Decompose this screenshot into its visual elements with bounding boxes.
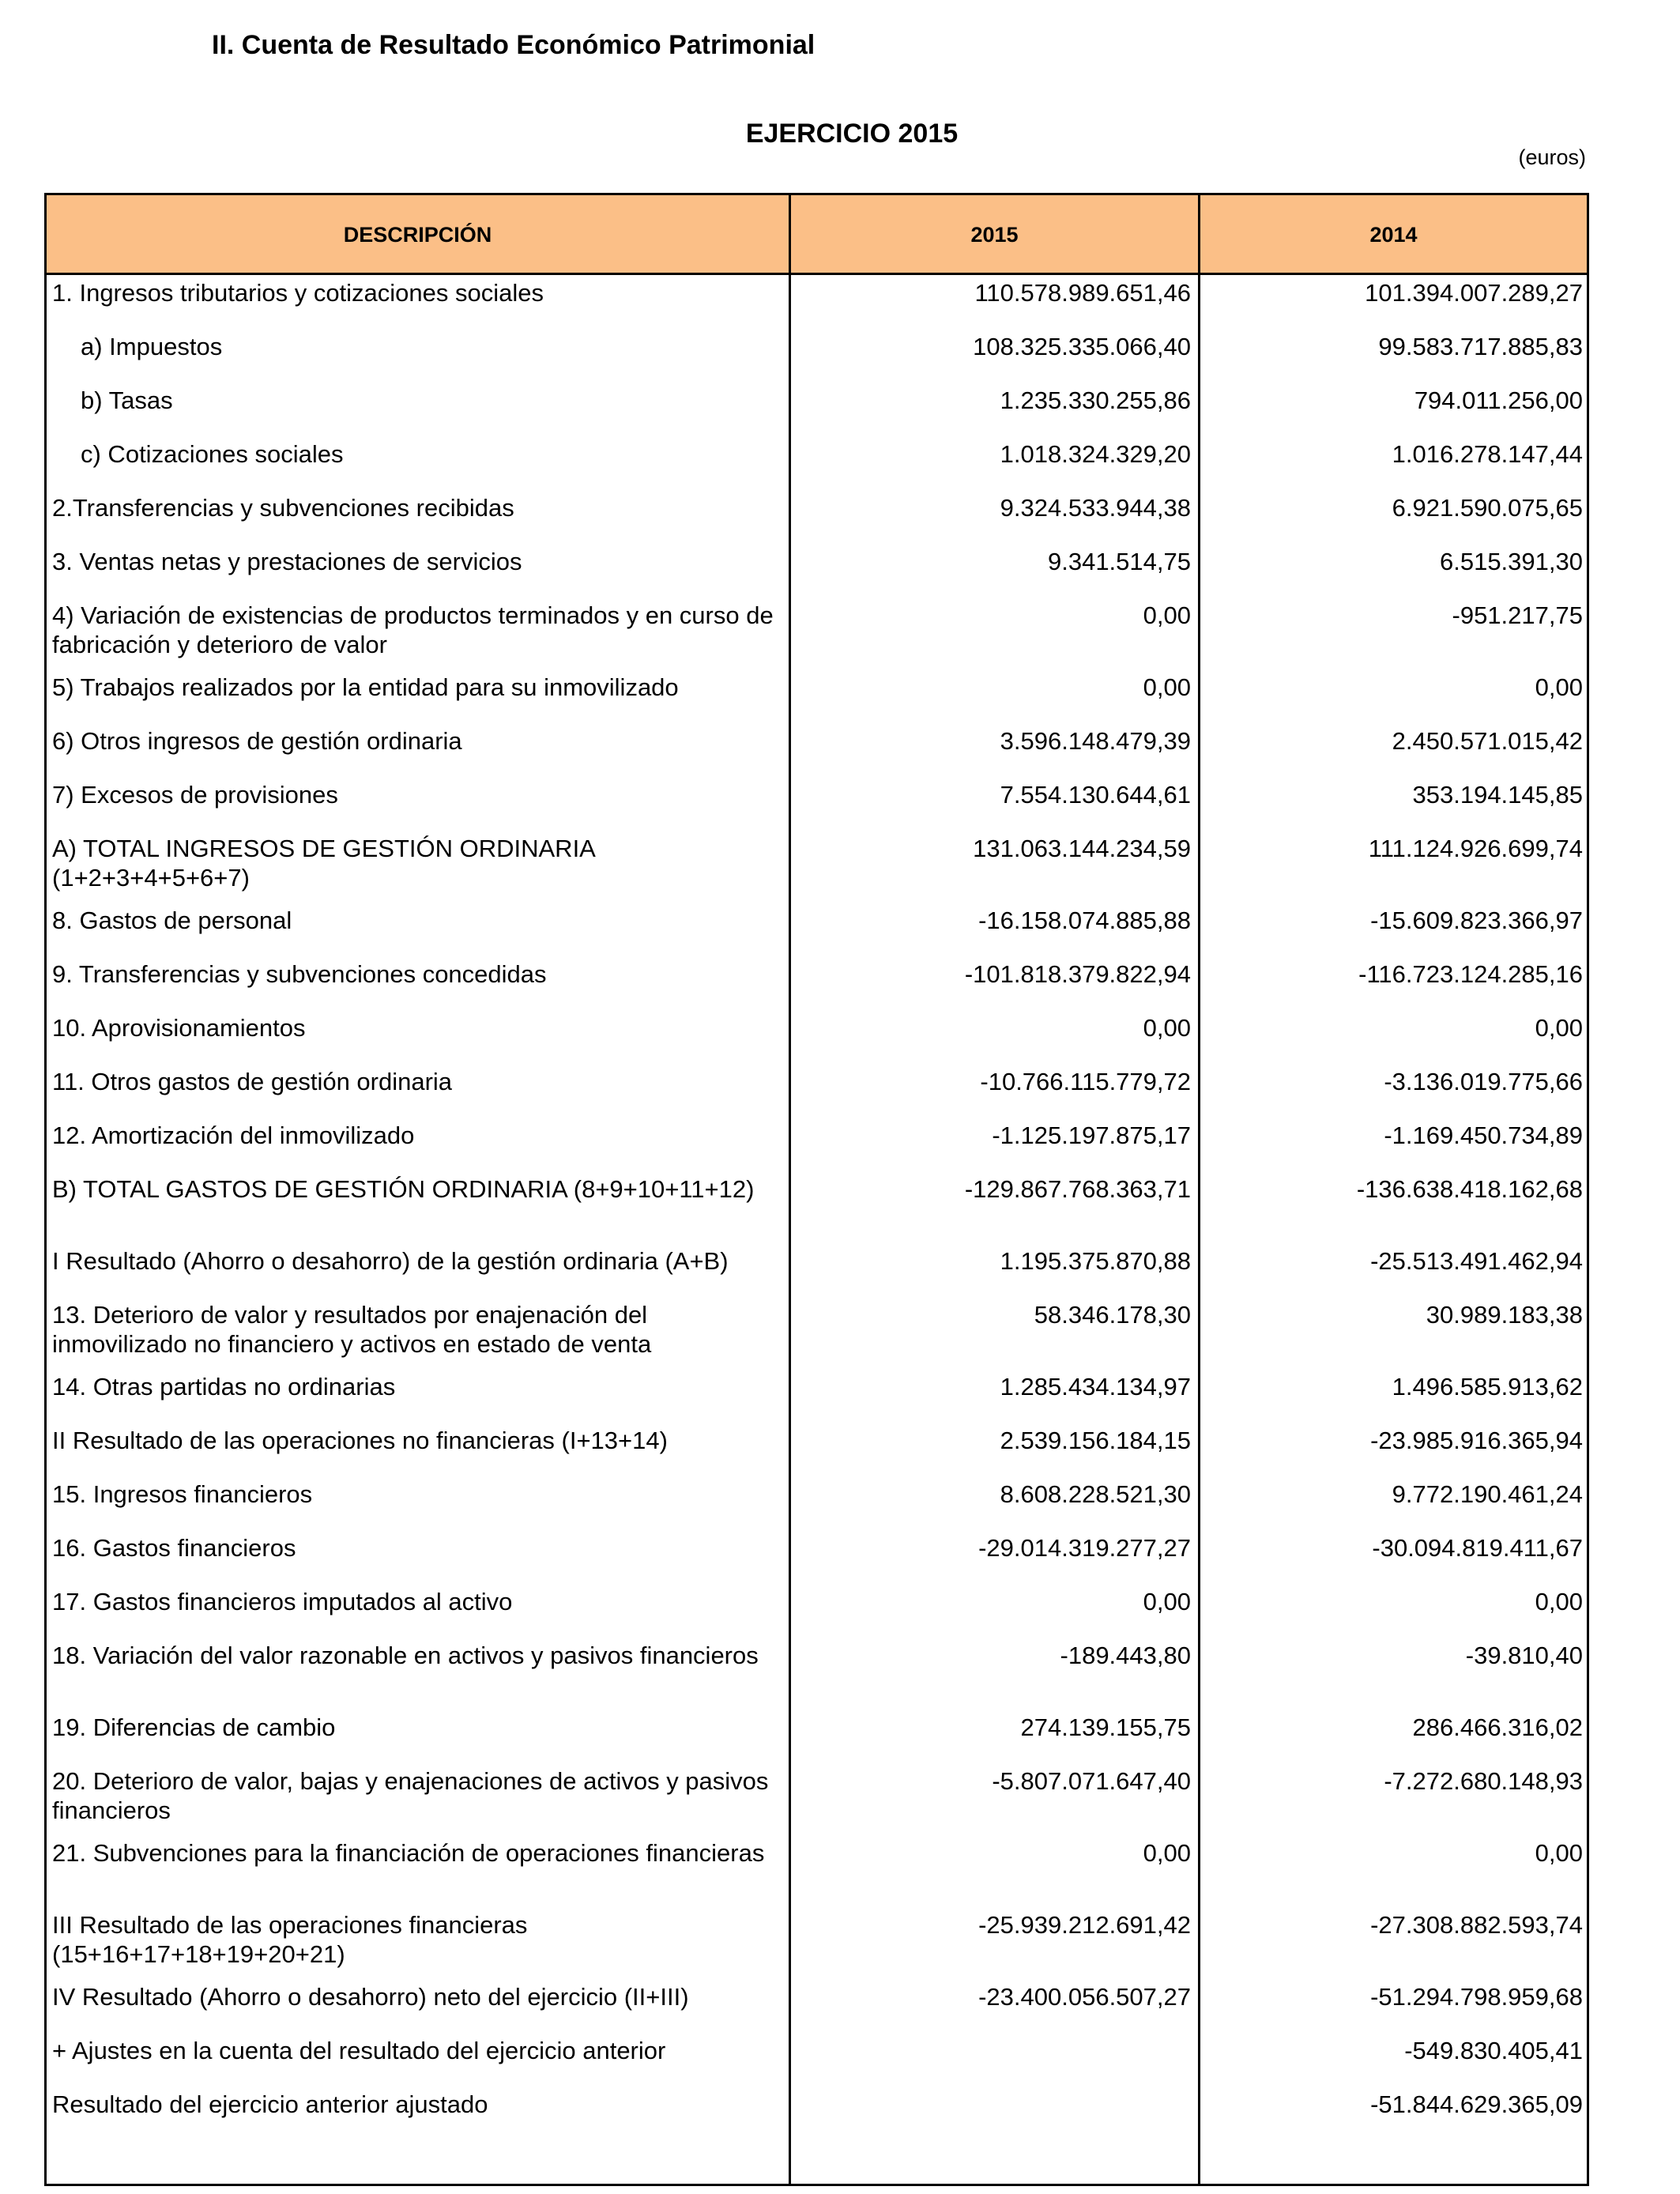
value-2014: -51.294.798.959,68	[1370, 1983, 1583, 2011]
row-description: 10. Aprovisionamientos	[52, 1014, 306, 1042]
row-description: A) TOTAL INGRESOS DE GESTIÓN ORDINARIA (1+2+3+4+5+6+7)	[52, 835, 595, 892]
value-2015: 274.139.155,75	[1020, 1713, 1191, 1741]
value-2015: 110.578.989.651,46	[974, 279, 1191, 307]
value-2014: -116.723.124.285,16	[1358, 960, 1583, 988]
row-description: B) TOTAL GASTOS DE GESTIÓN ORDINARIA (8+9+10+11+12)	[52, 1175, 755, 1203]
value-2015: 0,00	[1143, 601, 1191, 629]
row-description: 6) Otros ingresos de gestión ordinaria	[52, 727, 462, 755]
table-row	[0, 439, 1680, 493]
row-description: 3. Ventas netas y prestaciones de servicios	[52, 548, 522, 575]
table-row	[0, 1013, 1680, 1067]
value-2015: -10.766.115.779,72	[980, 1068, 1191, 1095]
header-year-2015: 2015	[970, 223, 1019, 247]
table-row	[0, 726, 1680, 780]
table-row	[0, 1300, 1680, 1372]
table-row	[0, 1372, 1680, 1426]
table-row	[0, 332, 1680, 386]
row-description: 15. Ingresos financieros	[52, 1480, 313, 1508]
value-2015: -23.400.056.507,27	[978, 1983, 1191, 2011]
value-2014: -1.169.450.734,89	[1384, 1122, 1583, 1149]
value-2015: 0,00	[1143, 1014, 1191, 1042]
table-row	[0, 1766, 1680, 1838]
value-2014: 1.016.278.147,44	[1392, 440, 1583, 468]
value-2015: -16.158.074.885,88	[978, 907, 1191, 934]
value-2014: 0,00	[1535, 1014, 1583, 1042]
table-row	[0, 278, 1680, 332]
value-2015: 1.195.375.870,88	[1000, 1247, 1191, 1275]
row-description: c) Cotizaciones sociales	[81, 440, 344, 468]
table-row	[0, 1426, 1680, 1480]
value-2014: 286.466.316,02	[1412, 1713, 1583, 1741]
table-row	[0, 2090, 1680, 2143]
value-2014: 0,00	[1535, 1588, 1583, 1615]
table-row	[0, 1480, 1680, 1533]
value-2015: 1.285.434.134,97	[1000, 1373, 1191, 1400]
row-description: 16. Gastos financieros	[52, 1534, 296, 1562]
value-2014: -3.136.019.775,66	[1384, 1068, 1583, 1095]
value-2015: 9.324.533.944,38	[1000, 494, 1191, 522]
row-description: II Resultado de las operaciones no financieras (I+13+14)	[52, 1427, 668, 1454]
value-2015: 9.341.514,75	[1047, 548, 1191, 575]
value-2015: -1.125.197.875,17	[992, 1122, 1191, 1149]
table-row	[0, 1587, 1680, 1641]
value-2014: 0,00	[1535, 673, 1583, 701]
value-2014: -951.217,75	[1452, 601, 1583, 629]
row-description: 11. Otros gastos de gestión ordinaria	[52, 1068, 453, 1095]
table-row	[0, 386, 1680, 439]
value-2015: 0,00	[1143, 1839, 1191, 1867]
row-description: 17. Gastos financieros imputados al activo	[52, 1588, 513, 1615]
table-row	[0, 780, 1680, 834]
row-description: 14. Otras partidas no ordinarias	[52, 1373, 396, 1400]
row-description: 9. Transferencias y subvenciones concedidas	[52, 960, 547, 988]
table-row	[0, 1121, 1680, 1174]
value-2015: -101.818.379.822,94	[964, 960, 1191, 988]
value-2015: 8.608.228.521,30	[1000, 1480, 1191, 1508]
value-2015: -25.939.212.691,42	[978, 1911, 1191, 1939]
row-description: 8. Gastos de personal	[52, 907, 292, 934]
value-2014: -7.272.680.148,93	[1384, 1767, 1583, 1795]
table-row	[0, 2036, 1680, 2090]
header-description: DESCRIPCIÓN	[343, 223, 492, 247]
value-2014: -136.638.418.162,68	[1356, 1175, 1583, 1203]
table-row	[0, 1533, 1680, 1587]
table-row	[0, 673, 1680, 726]
row-description: III Resultado de las operaciones financieras (15+16+17+18+19+20+21)	[52, 1911, 528, 1968]
row-description: a) Impuestos	[81, 333, 223, 360]
row-description: 18. Variación del valor razonable en activos y pasivos financieros	[52, 1642, 759, 1669]
value-2014: 6.515.391,30	[1439, 548, 1583, 575]
value-2015: 0,00	[1143, 673, 1191, 701]
table-row	[0, 1641, 1680, 1713]
row-description: 19. Diferencias de cambio	[52, 1713, 336, 1741]
row-description: 13. Deterioro de valor y resultados por enajenación del inmovilizado no financiero y activos en estado de venta	[52, 1301, 652, 1358]
table-row	[0, 1982, 1680, 2036]
page-title: II. Cuenta de Resultado Económico Patrimonial	[212, 30, 816, 60]
value-2015: -29.014.319.277,27	[978, 1534, 1191, 1562]
value-2015: 0,00	[1143, 1588, 1191, 1615]
value-2014: -30.094.819.411,67	[1372, 1534, 1583, 1562]
value-2015: 1.018.324.329,20	[1000, 440, 1191, 468]
units-label: (euros)	[1518, 145, 1586, 169]
table-body	[0, 278, 1680, 2143]
row-description: 1. Ingresos tributarios y cotizaciones sociales	[52, 279, 544, 307]
table-row	[0, 834, 1680, 906]
table-row	[0, 601, 1680, 673]
table-row	[0, 547, 1680, 601]
value-2015: -129.867.768.363,71	[964, 1175, 1191, 1203]
table-row	[0, 1067, 1680, 1121]
value-2014: 30.989.183,38	[1426, 1301, 1583, 1329]
value-2014: 6.921.590.075,65	[1392, 494, 1583, 522]
header-year-2014: 2014	[1369, 223, 1418, 247]
value-2015: -5.807.071.647,40	[992, 1767, 1191, 1795]
row-description: + Ajustes en la cuenta del resultado del ejercicio anterior	[52, 2037, 666, 2064]
value-2014: -23.985.916.365,94	[1370, 1427, 1583, 1454]
value-2014: -15.609.823.366,97	[1370, 907, 1583, 934]
value-2015: 7.554.130.644,61	[1000, 781, 1191, 809]
value-2014: 1.496.585.913,62	[1392, 1373, 1583, 1400]
exercise-heading: EJERCICIO 2015	[745, 119, 959, 149]
value-2015: 3.596.148.479,39	[1000, 727, 1191, 755]
table-row	[0, 959, 1680, 1013]
table-row	[0, 1910, 1680, 1982]
row-description: 4) Variación de existencias de productos terminados y en curso de fabricación y deterioro de valor	[52, 601, 774, 658]
row-description: 21. Subvenciones para la financiación de operaciones financieras	[52, 1839, 765, 1867]
table-row	[0, 493, 1680, 547]
row-description: 5) Trabajos realizados por la entidad para su inmovilizado	[52, 673, 679, 701]
value-2015: -189.443,80	[1060, 1642, 1191, 1669]
value-2015: 131.063.144.234,59	[973, 835, 1191, 862]
table-row	[0, 1838, 1680, 1910]
value-2014: 111.124.926.699,74	[1368, 835, 1583, 862]
value-2014: 0,00	[1535, 1839, 1583, 1867]
value-2014: 9.772.190.461,24	[1392, 1480, 1583, 1508]
row-description: Resultado del ejercicio anterior ajustado	[52, 2090, 488, 2118]
table-row	[0, 1246, 1680, 1300]
row-description: I Resultado (Ahorro o desahorro) de la gestión ordinaria (A+B)	[52, 1247, 729, 1275]
row-description: 20. Deterioro de valor, bajas y enajenaciones de activos y pasivos financieros	[52, 1767, 769, 1824]
value-2014: -549.830.405,41	[1404, 2037, 1583, 2064]
value-2015: 108.325.335.066,40	[973, 333, 1191, 360]
value-2014: 101.394.007.289,27	[1365, 279, 1583, 307]
value-2015: 1.235.330.255,86	[1000, 386, 1191, 414]
value-2014: -51.844.629.365,09	[1370, 2090, 1583, 2118]
value-2014: -27.308.882.593,74	[1370, 1911, 1583, 1939]
table-row	[0, 1713, 1680, 1766]
row-description: b) Tasas	[81, 386, 173, 414]
value-2015: 58.346.178,30	[1034, 1301, 1191, 1329]
row-description: 2.Transferencias y subvenciones recibidas	[52, 494, 514, 522]
value-2015: 2.539.156.184,15	[1000, 1427, 1191, 1454]
value-2014: 2.450.571.015,42	[1392, 727, 1583, 755]
value-2014: -25.513.491.462,94	[1370, 1247, 1583, 1275]
row-description: IV Resultado (Ahorro o desahorro) neto del ejercicio (II+III)	[52, 1983, 689, 2011]
table-row	[0, 906, 1680, 959]
row-description: 12. Amortización del inmovilizado	[52, 1122, 415, 1149]
table-row	[0, 1174, 1680, 1246]
value-2014: -39.810,40	[1465, 1642, 1583, 1669]
value-2014: 794.011.256,00	[1414, 386, 1583, 414]
value-2014: 99.583.717.885,83	[1378, 333, 1583, 360]
row-description: 7) Excesos de provisiones	[52, 781, 338, 809]
value-2014: 353.194.145,85	[1412, 781, 1583, 809]
